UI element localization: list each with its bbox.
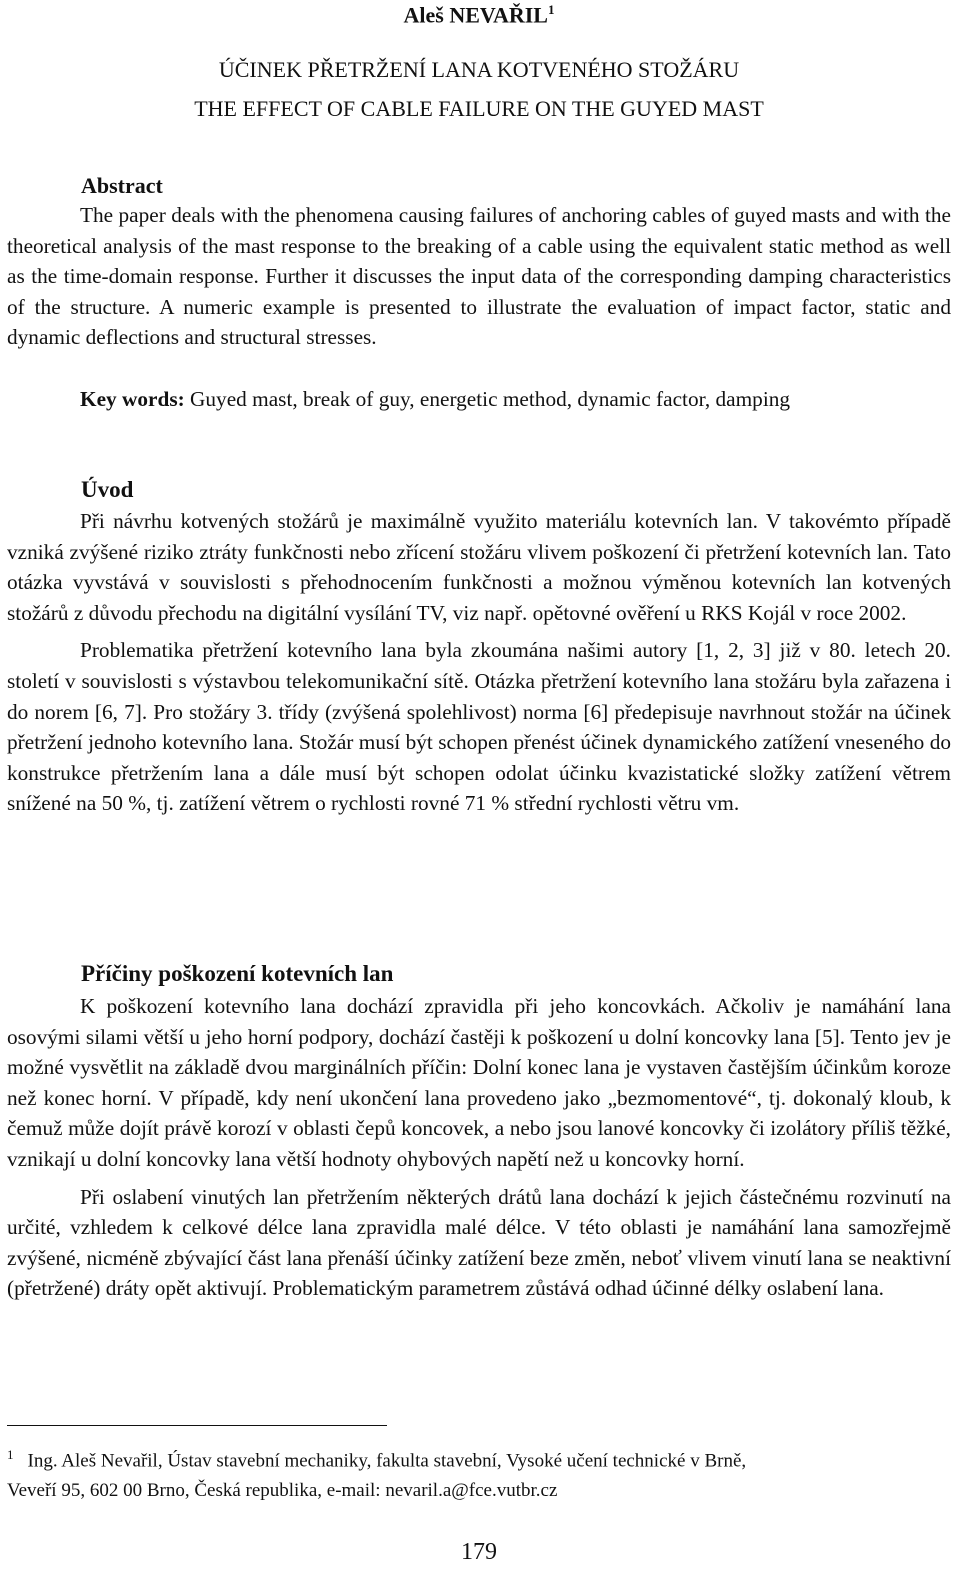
keywords-paragraph bbox=[7, 384, 951, 415]
priciny-paragraph-1: K poškození kotevního lana dochází zpravidla při jeho koncovkách. Ačkoliv je namáhání lana osovými silami větší u jeho horní podpory, dochází častěji k poškození u dolní koncovky lana [5]. Tento jev je možné vysvětlit na základě dvou marginálních příčin: Dolní konec lana je vystaven častějším účinkům koroze než konec horní. V případě, kdy není ukončení lana provedeno jako „bezmomentové“, tj. dokonalý kloub, k čemuž může dojít právě korozí v oblasti čepů koncovek, a nebo jsou lanové koncovky či izolátory příliš těžké, vznikají u dolní koncovky lana větší hodnoty ohybových napětí než u koncovky horní. bbox=[7, 994, 951, 1171]
footnote-line-2: Veveří 95, 602 00 Brno, Česká republika, e-mail: nevaril.a@fce.vutbr.cz bbox=[7, 1480, 558, 1502]
footnote-text-1: Ing. Aleš Nevařil, Ústav stavební mechaniky, fakulta stavební, Vysoké učení technické v Brně, bbox=[27, 1450, 747, 1472]
page-number: 179 bbox=[461, 1539, 497, 1565]
footnote-line-1 bbox=[7, 1440, 951, 1476]
keywords-text: Guyed mast, break of guy, energetic method, dynamic factor, damping bbox=[190, 387, 791, 411]
title-english: THE EFFECT OF CABLE FAILURE ON THE GUYED MAST bbox=[194, 96, 764, 121]
footnote-divider bbox=[7, 1425, 387, 1426]
section-heading-priciny: Příčiny poškození kotevních lan bbox=[81, 961, 394, 986]
section-uvod-body bbox=[7, 506, 951, 819]
uvod-paragraph-1: Při návrhu kotvených stožárů je maximálně využito materiálu kotevních lan. V takovémto případě vzniká zvýšené riziko ztráty funkčnosti nebo zřícení stožáru vlivem poškození či přetržení kotevních lan. Tato otázka vyvstává v souvislosti s přehodnocením funkčnosti a možnou výměnou kotevních lan kotvených stožárů z důvodu přechodu na digitální vysílání TV, viz např. opětovné ověření u RKS Kojál v roce 2002. bbox=[7, 509, 951, 625]
keywords-label: Key words: bbox=[80, 387, 185, 411]
author-text: Aleš NEVAŘIL bbox=[403, 2, 548, 28]
footnote-mark: 1 bbox=[7, 1447, 14, 1462]
priciny-paragraph-2: Při oslabení vinutých lan přetržením některých drátů lana dochází k jejich částečnému rozvinutí na určité, vzhledem k celkové délce lana zpravidla malé délce. V této oblasti je namáhání lana samozřejmě zvýšené, nicméně zbývající část lana přenáší účinky zatížení beze změn, neboť vlivem vinutí lana se neaktivní (přetržené) dráty opět aktivují. Problematickým parametrem zůstává odhad účinné délky oslabení lana. bbox=[7, 1184, 951, 1301]
section-priciny-body bbox=[7, 991, 951, 1304]
author-name bbox=[7, 2, 951, 28]
author-footnote-mark: 1 bbox=[547, 2, 555, 17]
section-heading-uvod: Úvod bbox=[81, 477, 134, 502]
uvod-paragraph-2: Problematika přetržení kotevního lana byla zkoumána našimi autory [1, 2, 3] již v 80. letech 20. století v souvislosti s výstavbou telekomunikační sítě. Otázka přetržení kotevního lana stožáru byla zařazena i do norem [6, 7]. Pro stožáry 3. třídy (zvýšená spolehlivost) norma [6] předepisuje navrhnout stožár na účinek přetržení jednoho kotevního lana. Stožár musí být schopen přenést účinek dynamického zatížení vneseného do konstrukce přetržením lana a dále musí být schopen odolat účinku kvazistatické složky zatížení větrem snížené na 50 %, tj. zatížení větrem o rychlosti rovné 71 % střední rychlosti větru vm. bbox=[7, 638, 951, 816]
title-czech: ÚČINEK PŘETRŽENÍ LANA KOTVENÉHO STOŽÁRU bbox=[218, 57, 740, 82]
abstract-text: The paper deals with the phenomena causing failures of anchoring cables of guyed masts and with the theoretical analysis of the mast response to the breaking of a cable using the equivalent static method as well as the time-domain response. Further it discusses the input data of the corresponding damping characteristics of the structure. A numeric example is presented to illustrate the evaluation of impact factor, static and dynamic deflections and structural stresses. bbox=[7, 203, 951, 350]
footnote bbox=[7, 1440, 951, 1506]
keywords bbox=[7, 384, 951, 415]
abstract-heading: Abstract bbox=[81, 173, 163, 198]
abstract-body bbox=[7, 200, 951, 353]
